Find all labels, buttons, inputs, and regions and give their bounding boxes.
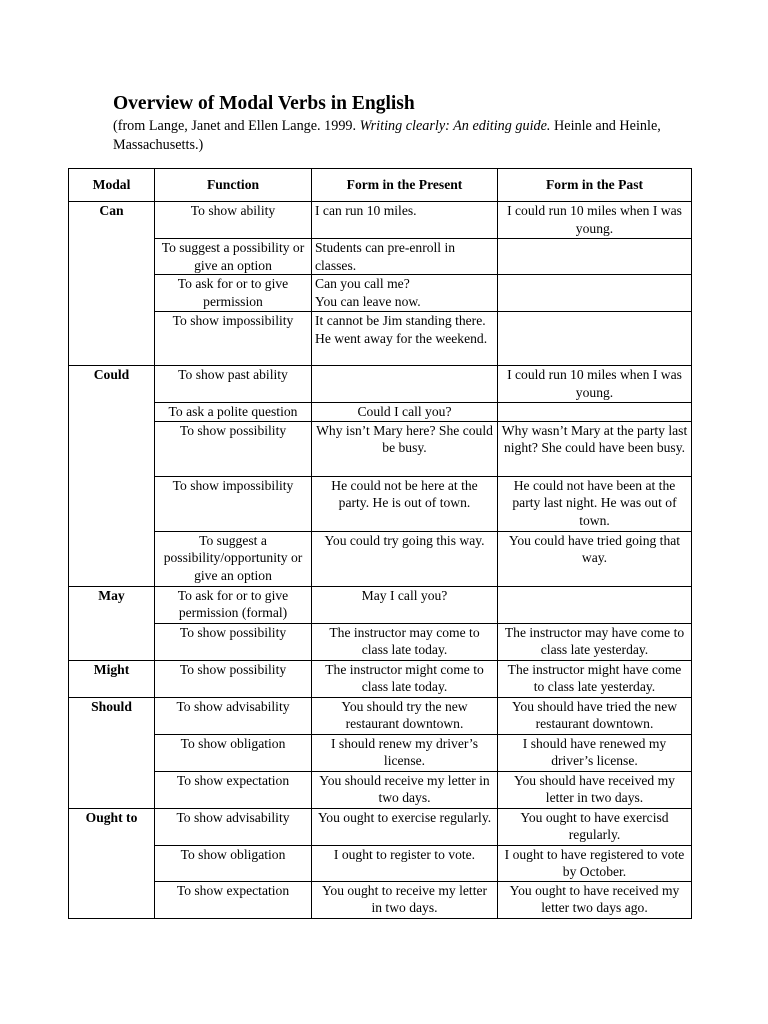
past-form-cell	[498, 403, 692, 422]
present-form-cell-text: May I call you?	[361, 587, 448, 603]
past-form-cell-text: The instructor may have come to class late yesterday.	[504, 624, 685, 657]
table-row	[69, 366, 692, 403]
table-row	[69, 531, 692, 586]
past-form-cell	[498, 531, 692, 586]
present-form-cell	[312, 881, 498, 918]
present-form-cell-text: You should receive my letter in two days.	[319, 772, 490, 805]
present-form-cell-text: He could not be here at the party. He is out of town.	[331, 477, 478, 510]
header-row	[69, 169, 692, 202]
header-form-past: Form in the Past	[498, 169, 692, 202]
function-cell	[155, 312, 312, 366]
function-cell-text: To show impossibility	[172, 477, 294, 493]
past-form-cell	[498, 476, 692, 531]
table-row	[69, 403, 692, 422]
present-form-cell-text: You ought to receive my letter in two days.	[321, 882, 488, 915]
present-form-cell-text: You should try the new restaurant downtown.	[341, 698, 468, 731]
function-cell	[155, 366, 312, 403]
modal-cell: Might	[69, 660, 155, 697]
table-row	[69, 808, 692, 845]
function-cell	[155, 403, 312, 422]
function-cell-text: To show impossibility	[172, 313, 294, 328]
table-row	[69, 202, 692, 239]
present-form-cell	[312, 531, 498, 586]
modal-verbs-table	[68, 168, 692, 919]
table-row	[69, 845, 692, 881]
table-row	[69, 623, 692, 660]
present-form-cell	[312, 697, 498, 734]
past-form-cell	[498, 239, 692, 275]
function-cell-text: To show expectation	[176, 772, 290, 788]
past-form-cell-text: I could run 10 miles when I was young.	[507, 367, 682, 400]
present-form-cell	[312, 808, 498, 845]
function-cell	[155, 734, 312, 771]
present-form-cell-text: Why isn’t Mary here? She could be busy.	[316, 422, 493, 455]
present-form-cell-text: I should renew my driver’s license.	[331, 735, 478, 768]
present-form-cell	[312, 239, 498, 275]
past-form-cell	[498, 275, 692, 312]
past-form-cell-text: You ought to have received my letter two days ago.	[509, 882, 680, 915]
header-form-present: Form in the Present	[312, 169, 498, 202]
present-form-cell	[312, 202, 498, 239]
table-row	[69, 881, 692, 918]
function-cell-text: To show obligation	[180, 735, 286, 751]
header-function: Function	[155, 169, 312, 202]
function-cell-text: To ask for or to give permission (formal)	[177, 587, 289, 620]
past-form-cell	[498, 660, 692, 697]
table-row	[69, 586, 692, 623]
table-row	[69, 476, 692, 531]
table-row	[69, 421, 692, 476]
modal-cell: Should	[69, 697, 155, 808]
present-form-cell	[312, 421, 498, 476]
function-cell-text: To show possibility	[179, 422, 287, 438]
present-form-cell-text: Can you call me? You can leave now.	[315, 276, 421, 309]
table-row	[69, 771, 692, 808]
past-form-cell-text: The instructor might have come to class late yesterday.	[507, 661, 682, 694]
past-form-cell	[498, 697, 692, 734]
present-form-cell-text: The instructor might come to class late today.	[325, 661, 484, 694]
function-cell-text: To show advisability	[176, 809, 290, 825]
present-form-cell	[312, 845, 498, 881]
function-cell-text: To show ability	[190, 203, 276, 218]
function-cell-text: To suggest a possibility/opportunity or give an option	[163, 532, 303, 583]
present-form-cell	[312, 312, 498, 366]
past-form-cell	[498, 366, 692, 403]
past-form-cell-text: I could run 10 miles when I was young.	[507, 203, 682, 236]
function-cell	[155, 421, 312, 476]
citation	[113, 117, 673, 154]
function-cell	[155, 845, 312, 881]
past-form-cell	[498, 808, 692, 845]
citation-publisher: Heinle and Heinle, Massachusetts.)	[113, 118, 661, 153]
function-cell-text: To ask a polite question	[168, 404, 298, 419]
past-form-cell-text: You should have received my letter in two days.	[514, 772, 675, 805]
table-row	[69, 239, 692, 275]
table-row	[69, 697, 692, 734]
past-form-cell	[498, 771, 692, 808]
present-form-cell	[312, 275, 498, 312]
past-form-cell	[498, 421, 692, 476]
table-body	[69, 202, 692, 919]
function-cell-text: To show possibility	[179, 661, 287, 677]
past-form-cell	[498, 202, 692, 239]
function-cell	[155, 239, 312, 275]
page-title: Overview of Modal Verbs in English	[113, 93, 415, 114]
present-form-cell	[312, 586, 498, 623]
function-cell	[155, 275, 312, 312]
function-cell	[155, 660, 312, 697]
function-cell-text: To show possibility	[179, 624, 287, 640]
past-form-cell	[498, 881, 692, 918]
function-cell-text: To show obligation	[180, 846, 286, 862]
function-cell-text: To show past ability	[178, 367, 288, 382]
past-form-cell-text: I should have renewed my driver’s license.	[522, 735, 667, 768]
present-form-cell-text: Students can pre-enroll in classes.	[315, 240, 456, 273]
past-form-cell-text: Why wasn’t Mary at the party last night? She could have been busy.	[501, 422, 688, 455]
function-cell-text: To suggest a possibility or give an option	[161, 240, 305, 273]
function-cell	[155, 202, 312, 239]
function-cell	[155, 476, 312, 531]
present-form-cell-text: I ought to register to vote.	[333, 846, 476, 862]
past-form-cell	[498, 623, 692, 660]
function-cell	[155, 771, 312, 808]
present-form-cell	[312, 366, 498, 403]
present-form-cell-text: You ought to exercise regularly.	[317, 809, 492, 825]
past-form-cell-text: You should have tried the new restaurant downtown.	[511, 698, 678, 731]
header-modal: Modal	[69, 169, 155, 202]
present-form-cell	[312, 734, 498, 771]
past-form-cell	[498, 586, 692, 623]
present-form-cell	[312, 623, 498, 660]
modal-cell: May	[69, 586, 155, 660]
present-form-cell	[312, 660, 498, 697]
past-form-cell-text: You ought to have exercisd regularly.	[520, 809, 669, 842]
citation-book-title: Writing clearly: An editing guide.	[359, 118, 551, 134]
table-row	[69, 734, 692, 771]
present-form-cell-text: The instructor may come to class late today.	[329, 624, 480, 657]
present-form-cell-text: Could I call you?	[357, 404, 452, 419]
past-form-cell-text: He could not have been at the party last night. He was out of town.	[512, 477, 677, 528]
function-cell	[155, 531, 312, 586]
modal-cell: Could	[69, 366, 155, 587]
present-form-cell-text: You could try going this way.	[324, 532, 485, 548]
modal-cell: Ought to	[69, 808, 155, 918]
present-form-cell-text: I can run 10 miles.	[315, 203, 417, 218]
past-form-cell-text: You could have tried going that way.	[508, 532, 681, 565]
present-form-cell	[312, 476, 498, 531]
modal-cell: Can	[69, 202, 155, 366]
table-row	[69, 312, 692, 366]
function-cell	[155, 808, 312, 845]
present-form-cell	[312, 771, 498, 808]
function-cell-text: To show advisability	[176, 698, 290, 714]
function-cell-text: To ask for or to give permission	[177, 276, 289, 309]
present-form-cell-text: It cannot be Jim standing there. He went away for the weekend.	[315, 313, 488, 346]
function-cell	[155, 881, 312, 918]
past-form-cell-text: I ought to have registered to vote by October.	[504, 846, 685, 879]
citation-text: (from Lange, Janet and Ellen Lange. 1999.	[113, 118, 360, 134]
function-cell	[155, 623, 312, 660]
table-row	[69, 275, 692, 312]
function-cell	[155, 586, 312, 623]
function-cell-text: To show expectation	[176, 882, 290, 898]
past-form-cell	[498, 845, 692, 881]
table-row	[69, 660, 692, 697]
function-cell	[155, 697, 312, 734]
past-form-cell	[498, 312, 692, 366]
past-form-cell	[498, 734, 692, 771]
present-form-cell	[312, 403, 498, 422]
